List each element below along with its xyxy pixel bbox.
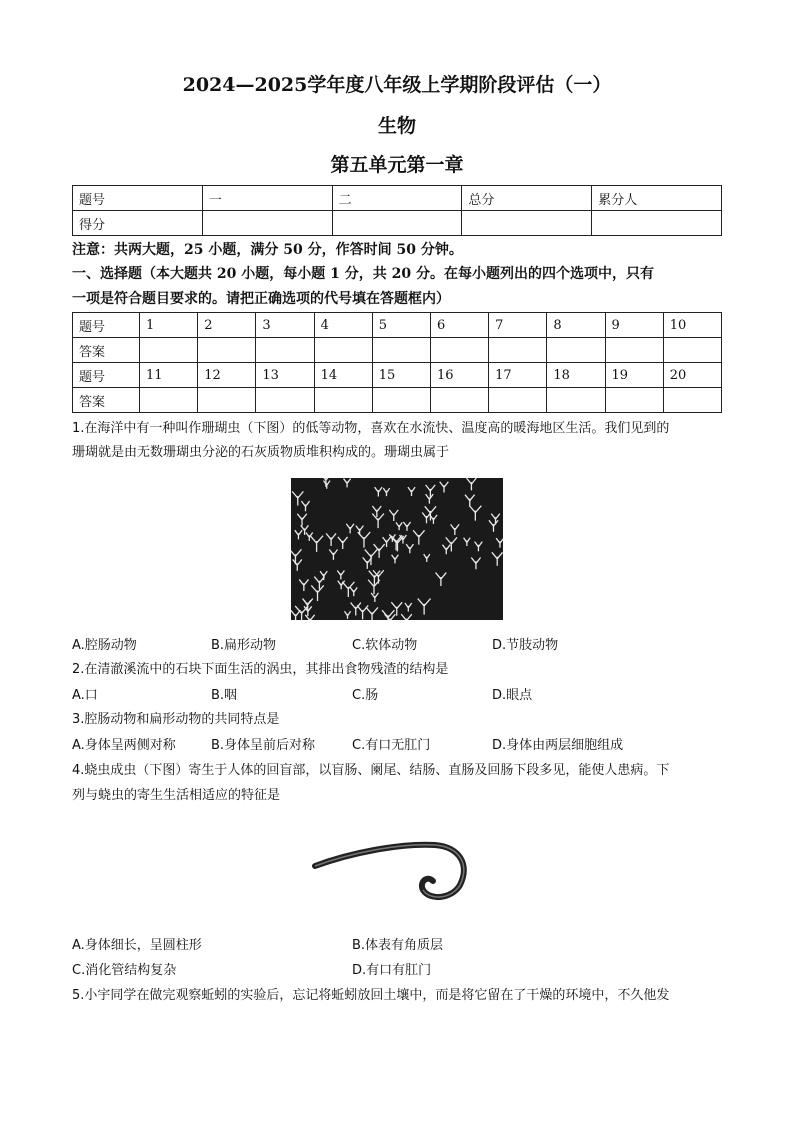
answer-input-cell[interactable]: [372, 338, 430, 363]
question-1-text-cont: 珊瑚就是由无数珊瑚虫分泌的石灰质物质堆积构成的。珊瑚虫属于: [72, 445, 450, 460]
answer-number-cell: 1: [140, 313, 198, 338]
answer-input-cell[interactable]: [198, 388, 256, 413]
answer-number-cell: 15: [372, 363, 430, 388]
answer-row-label: 题号: [73, 313, 140, 338]
score-table-row: [73, 211, 722, 236]
answer-number-cell: 14: [314, 363, 372, 388]
answer-input-cell[interactable]: [256, 338, 314, 363]
score-table: [72, 185, 722, 236]
answer-input-cell[interactable]: [314, 338, 372, 363]
answer-number-cell: 10: [663, 313, 721, 338]
answer-number-cell: 18: [547, 363, 605, 388]
answer-row-label: 答案: [73, 388, 140, 413]
chapter-title: 第五单元第一章: [330, 154, 464, 176]
answer-number-cell: 4: [314, 313, 372, 338]
question-1-text: 1.在海洋中有一种叫作珊瑚虫（下图）的低等动物，喜欢在水流快、温度高的暖海地区生活。我们见到的: [72, 421, 670, 436]
answer-number-cell: 13: [256, 363, 314, 388]
question-2-text: 2.在清澈溪流中的石块下面生活的涡虫，其排出食物残渣的结构是: [72, 662, 449, 677]
q1-option-b[interactable]: B.扁形动物: [211, 638, 277, 653]
score-cell: 累分人: [592, 186, 722, 211]
score-cell[interactable]: [332, 211, 462, 236]
score-cell[interactable]: [462, 211, 592, 236]
question-4-text: 4.蛲虫成虫（下图）寄生于人体的回盲部，以盲肠、阑尾、结肠、直肠及回肠下段多见，能使人患病。下: [72, 763, 670, 778]
score-cell: 得分: [73, 211, 203, 236]
answer-input-cell[interactable]: [198, 338, 256, 363]
q1-option-c[interactable]: C.软体动物: [352, 638, 418, 653]
q4-option-d[interactable]: D.有口有肛门: [352, 963, 432, 978]
score-cell: 题号: [73, 186, 203, 211]
answer-input-row: [73, 338, 722, 363]
answer-number-cell: 20: [663, 363, 721, 388]
question-3-text: 3.腔肠动物和扁形动物的共同特点是: [72, 712, 280, 727]
question-5-text: 5.小宇同学在做完观察蚯蚓的实验后，忘记将蚯蚓放回土壤中，而是将它留在了干燥的环境中，不久他发: [72, 988, 670, 1003]
q1-option-d[interactable]: D.节肢动物: [492, 638, 559, 653]
answer-input-cell[interactable]: [489, 338, 547, 363]
q4-option-c[interactable]: C.消化管结构复杂: [72, 963, 177, 978]
coral-image: [291, 478, 503, 620]
exam-title: 2024—2025学年度八年级上学期阶段评估（一）: [182, 74, 612, 96]
answer-row-label: 题号: [73, 363, 140, 388]
answer-input-cell[interactable]: [430, 338, 488, 363]
answer-input-cell[interactable]: [140, 338, 198, 363]
q3-option-a[interactable]: A.身体呈两侧对称: [72, 738, 176, 753]
answer-table: [72, 312, 722, 413]
pinworm-image: [310, 835, 475, 905]
answer-input-cell[interactable]: [430, 388, 488, 413]
section1-heading: 一、选择题（本大题共 20 小题，每小题 1 分，共 20 分。在每小题列出的四个选项中，只有: [72, 266, 654, 282]
answer-input-cell[interactable]: [372, 388, 430, 413]
answer-number-cell: 16: [430, 363, 488, 388]
answer-number-cell: 19: [605, 363, 663, 388]
answer-number-cell: 5: [372, 313, 430, 338]
answer-number-cell: 7: [489, 313, 547, 338]
answer-number-cell: 17: [489, 363, 547, 388]
q1-option-a[interactable]: A.腔肠动物: [72, 638, 137, 653]
answer-number-cell: 8: [547, 313, 605, 338]
score-table-row: [73, 186, 722, 211]
score-cell[interactable]: [592, 211, 722, 236]
answer-number-row: [73, 313, 722, 338]
q2-option-b[interactable]: B.咽: [211, 688, 238, 703]
answer-number-cell: 12: [198, 363, 256, 388]
answer-input-cell[interactable]: [605, 338, 663, 363]
answer-input-cell[interactable]: [256, 388, 314, 413]
q4-option-b[interactable]: B.体表有角质层: [352, 938, 444, 953]
q2-option-d[interactable]: D.眼点: [492, 688, 533, 703]
answer-input-cell[interactable]: [547, 388, 605, 413]
section1-heading-cont: 一项是符合题目要求的。请把正确选项的代号填在答题框内）: [72, 291, 450, 307]
q3-option-b[interactable]: B.身体呈前后对称: [211, 738, 316, 753]
q2-option-c[interactable]: C.肠: [352, 688, 379, 703]
question-4-text-cont: 列与蛲虫的寄生生活相适应的特征是: [72, 788, 281, 803]
q2-option-a[interactable]: A.口: [72, 688, 98, 703]
q4-option-a[interactable]: A.身体细长，呈圆柱形: [72, 938, 202, 953]
notice: 注意：共两大题，25 小题，满分 50 分，作答时间 50 分钟。: [72, 242, 463, 258]
answer-input-cell[interactable]: [314, 388, 372, 413]
score-cell: 总分: [462, 186, 592, 211]
answer-input-cell[interactable]: [605, 388, 663, 413]
answer-input-cell[interactable]: [663, 388, 721, 413]
answer-input-cell[interactable]: [547, 338, 605, 363]
answer-input-cell[interactable]: [489, 388, 547, 413]
score-cell: 二: [332, 186, 462, 211]
answer-number-cell: 11: [140, 363, 198, 388]
answer-number-cell: 6: [430, 313, 488, 338]
answer-number-cell: 9: [605, 313, 663, 338]
score-cell[interactable]: [202, 211, 332, 236]
answer-number-cell: 2: [198, 313, 256, 338]
subject-title: 生物: [377, 115, 416, 137]
answer-input-cell[interactable]: [663, 338, 721, 363]
answer-number-row: [73, 363, 722, 388]
answer-input-row: [73, 388, 722, 413]
answer-row-label: 答案: [73, 338, 140, 363]
answer-number-cell: 3: [256, 313, 314, 338]
q3-option-d[interactable]: D.身体由两层细胞组成: [492, 738, 624, 753]
answer-input-cell[interactable]: [140, 388, 198, 413]
score-cell: 一: [202, 186, 332, 211]
q3-option-c[interactable]: C.有口无肛门: [352, 738, 431, 753]
